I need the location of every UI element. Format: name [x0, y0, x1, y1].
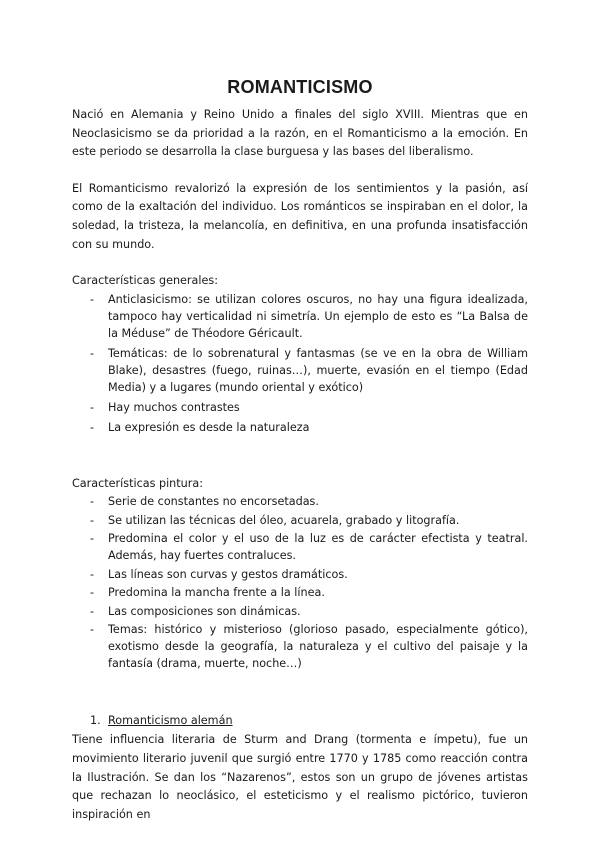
list-item: - Serie de constantes no encorsetadas.	[108, 493, 528, 510]
list-item: - Las composiciones son dinámicas.	[108, 603, 528, 620]
intro-paragraph-2: El Romanticismo revalorizó la expresión de los sentimientos y la pasión, así como de la exaltación del individuo. Los románticos se inspiraban en el dolor, la soledad, la tristeza, la melancolía, en definitiva, en una profunda insatisfacción con su mundo.	[72, 181, 528, 251]
list-item: - Hay muchos contrastes	[108, 399, 528, 416]
painting-characteristics-label: Características pintura:	[72, 476, 203, 490]
list-item: - Se utilizan las técnicas del óleo, acuarela, grabado y litografía.	[108, 512, 528, 529]
list-item: - La expresión es desde la naturaleza	[108, 419, 528, 436]
section-1-paragraph: Tiene influencia literaria de Sturm and Drang (tormenta e ímpetu), fue un movimiento literario juvenil que surgió entre 1770 y 1785 como reacción contra la Ilustración. Se dan los “Nazarenos”, estos son un grupo de jóvenes artistas que rechazan lo neoclásico, el esteticismo y el realismo pictórico, tuvieron inspiración en	[72, 733, 528, 821]
painting-characteristics-list	[72, 493, 528, 672]
list-item: - Predomina la mancha frente a la línea.	[108, 584, 528, 601]
general-characteristics-label: Características generales:	[72, 274, 218, 288]
section-heading-text: Romanticismo alemán	[108, 713, 233, 727]
page-title: ROMANTICISMO	[227, 77, 373, 97]
section-heading-romanticismo-aleman	[90, 712, 528, 731]
spacer	[72, 254, 528, 272]
list-item: - Temas: histórico y misterioso (glorioso pasado, especialmente gótico), exotismo desde la geografía, la naturaleza y el cultivo del paisaje y la fantasía (drama, muerte, noche…)	[108, 621, 528, 672]
spacer	[72, 674, 528, 712]
spacer	[72, 439, 528, 475]
list-item: - Las líneas son curvas y gestos dramáticos.	[108, 566, 528, 583]
section-number: 1.	[90, 713, 101, 727]
list-item: - Predomina el color y el uso de la luz es de carácter efectista y teatral. Además, hay fuertes contraluces.	[108, 530, 528, 564]
spacer	[72, 162, 528, 180]
list-item: - Anticlasicismo: se utilizan colores oscuros, no hay una figura idealizada, tampoco hay verticalidad ni simetría. Un ejemplo de esto es “La Balsa de la Méduse” de Théodore Géricault.	[108, 291, 528, 342]
list-item: - Temáticas: de lo sobrenatural y fantasmas (se ve en la obra de William Blake), desastres (fuego, ruinas…), muerte, evasión en el tiempo (Edad Media) y a lugares (mundo oriental y exótico)	[108, 345, 528, 396]
general-characteristics-list	[72, 291, 528, 436]
intro-paragraph-1: Nació en Alemania y Reino Unido a finales del siglo XVIII. Mientras que en Neoclasicismo se da prioridad a la razón, en el Romanticismo a la emoción. En este periodo se desarrolla la clase burguesa y las bases del liberalismo.	[72, 108, 528, 159]
